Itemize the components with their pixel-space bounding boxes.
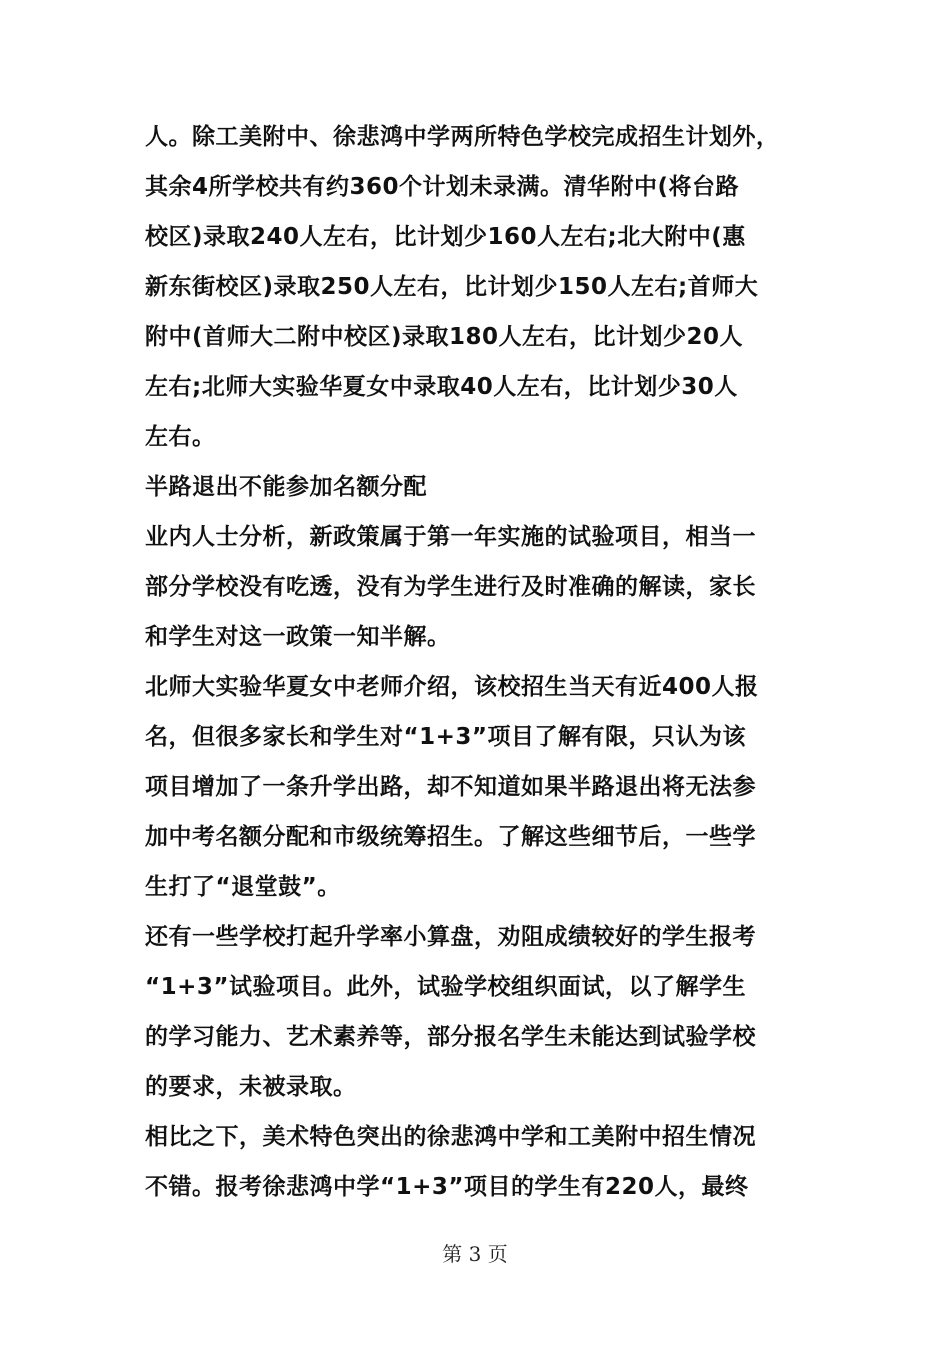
text-line: 的要求，未被录取。 xyxy=(145,1074,357,1100)
page-number: 第 3 页 xyxy=(442,1242,508,1266)
text-line: 其余4所学校共有约360个计划未录满。清华附中(将台路 xyxy=(145,174,740,200)
text-line: 还有一些学校打起升学率小算盘，劝阻成绩较好的学生报考 xyxy=(145,924,756,950)
text-line: 生打了“退堂鼓”。 xyxy=(145,874,341,900)
text-line: 新东街校区)录取250人左右，比计划少150人左右;首师大 xyxy=(145,274,759,300)
text-line: 业内人士分析，新政策属于第一年实施的试验项目，相当一 xyxy=(145,524,756,550)
text-line: 相比之下，美术特色突出的徐悲鸿中学和工美附中招生情况 xyxy=(145,1124,756,1150)
text-line: 左右。 xyxy=(145,424,216,450)
text-line: 附中(首师大二附中校区)录取180人左右，比计划少20人 xyxy=(145,324,744,350)
text-line: 不错。报考徐悲鸿中学“1+3”项目的学生有220人，最终 xyxy=(145,1174,749,1200)
section-heading: 半路退出不能参加名额分配 xyxy=(145,474,427,500)
text-line: 和学生对这一政策一知半解。 xyxy=(145,624,451,650)
text-line: 北师大实验华夏女中老师介绍，该校招生当天有近400人报 xyxy=(145,674,759,700)
text-line: 左右;北师大实验华夏女中录取40人左右，比计划少30人 xyxy=(145,374,738,400)
text-line: “1+3”试验项目。此外，试验学校组织面试，以了解学生 xyxy=(145,974,747,1000)
text-line: 部分学校没有吃透，没有为学生进行及时准确的解读，家长 xyxy=(145,574,756,600)
document-body xyxy=(145,112,807,1212)
text-line: 的学习能力、艺术素养等，部分报名学生未能达到试验学校 xyxy=(145,1024,756,1050)
text-line: 项目增加了一条升学出路，却不知道如果半路退出将无法参 xyxy=(145,774,756,800)
text-line: 加中考名额分配和市级统筹招生。了解这些细节后，一些学 xyxy=(145,824,756,850)
text-line: 校区)录取240人左右，比计划少160人左右;北大附中(惠 xyxy=(145,224,746,250)
text-line: 名，但很多家长和学生对“1+3”项目了解有限，只认为该 xyxy=(145,724,747,750)
text-line: 人。除工美附中、徐悲鸿中学两所特色学校完成招生计划外， xyxy=(145,124,780,150)
